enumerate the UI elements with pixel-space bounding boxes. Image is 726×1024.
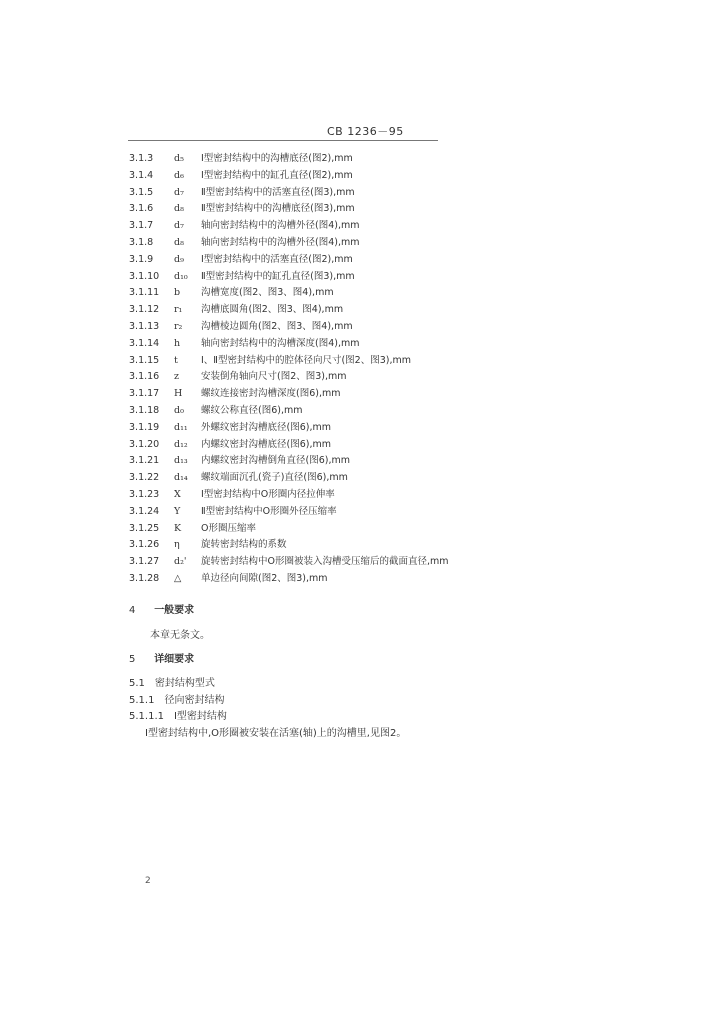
clause-number: 3.1.22 (129, 472, 160, 484)
definition-text: 安装倒角轴向尺寸(图2、图3),mm (201, 371, 347, 383)
symbol: r₁ (174, 304, 183, 316)
definition-text: 内螺纹密封沟槽底径(图6),mm (201, 438, 331, 450)
symbol: h (174, 337, 181, 349)
definition-text: 轴向密封结构中的沟槽外径(图4),mm (201, 220, 360, 232)
section-5-heading (129, 650, 194, 665)
section-4-heading (129, 601, 194, 616)
symbol: d₂' (174, 556, 187, 568)
symbol: X (174, 488, 181, 500)
clause-number: 3.1.13 (129, 320, 160, 332)
symbol: △ (174, 572, 182, 584)
symbol: z (174, 371, 180, 383)
definition-text: Ⅰ型密封结构中的缸孔直径(图2),mm (201, 169, 353, 181)
symbol: d₀ (174, 404, 184, 416)
definition-text: Ⅰ型密封结构中的沟槽底径(图2),mm (201, 153, 353, 164)
definition-text: 单边径向间隙(图2、图3),mm (201, 572, 328, 584)
clause-number: 3.1.28 (129, 572, 160, 584)
symbol: Y (174, 505, 181, 517)
definition-text: 螺纹端面沉孔(瓷子)直径(图6),mm (201, 472, 348, 484)
clause-number: 3.1.23 (129, 488, 160, 500)
definition-text: 沟槽宽度(图2、图3、图4),mm (201, 287, 334, 299)
symbol: d₅ (174, 153, 184, 164)
definition-text: Ⅱ型密封结构中O形圈外径压缩率 (201, 505, 337, 517)
clause-number: 3.1.20 (129, 438, 160, 450)
definition-text: O形圈压缩率 (201, 522, 256, 534)
definition-text: 轴向密封结构中的沟槽外径(图4),mm (201, 236, 360, 248)
symbol: d₆ (174, 169, 184, 181)
section-title: 一般要求 (154, 605, 195, 616)
symbol: η (174, 539, 180, 551)
definition-text: 沟槽底圆角(图2、图3、图4),mm (201, 304, 344, 316)
clause-number: 3.1.11 (129, 287, 160, 299)
symbol: K (174, 522, 182, 534)
header-rule (128, 140, 438, 141)
symbol: d₈ (174, 203, 184, 215)
clause-number: 3.1.9 (129, 253, 154, 265)
section-4-body: 本章无条文。 (150, 630, 210, 641)
clause-number: 3.1.15 (129, 354, 160, 366)
clause-number: 3.1.27 (129, 556, 160, 568)
symbol: d₁₃ (174, 455, 188, 467)
definition-text: 内螺纹密封沟槽倒角直径(图6),mm (201, 455, 350, 467)
symbol: d₇ (174, 186, 184, 198)
subsection-5-1-1-1-body: Ⅰ型密封结构中,O形圈被安装在活塞(轴)上的沟槽里,见图2。 (145, 728, 407, 739)
symbol: d₁₀ (174, 270, 188, 282)
clause-number: 3.1.8 (129, 236, 154, 248)
symbol: d₁₄ (174, 472, 188, 484)
definition-text: 沟槽棱边圆角(图2、图3、图4),mm (201, 320, 353, 332)
symbol: d₇ (174, 220, 184, 232)
clause-number: 3.1.7 (129, 220, 154, 232)
section-title: 详细要求 (154, 654, 195, 665)
symbol: r₂ (174, 320, 183, 332)
clause-number: 3.1.18 (129, 404, 160, 416)
page-number: 2 (145, 876, 151, 886)
clause-number: 3.1.12 (129, 304, 160, 316)
section-number: 5 (129, 654, 136, 665)
symbol: d₁₁ (174, 421, 188, 433)
clause-number: 3.1.10 (129, 270, 160, 282)
definition-text: Ⅱ型密封结构中的活塞直径(图3),mm (201, 186, 355, 198)
clause-number: 3.1.25 (129, 522, 160, 534)
definition-text: Ⅰ、Ⅱ型密封结构中的腔体径向尺寸(图2、图3),mm (201, 354, 412, 366)
definition-text: Ⅱ型密封结构中的沟槽底径(图3),mm (201, 203, 355, 215)
symbol: d₈ (174, 236, 184, 248)
definition-text: 旋转密封结构的系数 (201, 539, 287, 551)
symbol: H (174, 388, 183, 400)
clause-number: 3.1.4 (129, 169, 154, 181)
subsection-5-1-1-1: 5.1.1.1 Ⅰ型密封结构 (129, 711, 227, 722)
clause-number: 3.1.3 (129, 153, 154, 164)
clause-number: 3.1.26 (129, 539, 160, 551)
definition-text: Ⅰ型密封结构中的活塞直径(图2),mm (201, 253, 353, 265)
symbol: d₁₂ (174, 438, 188, 450)
symbol: d₉ (174, 253, 184, 265)
definition-text: 螺纹公称直径(图6),mm (201, 404, 303, 416)
clause-number: 3.1.19 (129, 421, 160, 433)
section-number: 4 (129, 605, 136, 616)
clause-number: 3.1.14 (129, 337, 160, 349)
definition-text: 外螺纹密封沟槽底径(图6),mm (201, 421, 331, 433)
clause-number: 3.1.16 (129, 371, 160, 383)
subsection-5-1-1: 5.1.1 径向密封结构 (129, 695, 225, 706)
clause-number: 3.1.5 (129, 186, 154, 198)
definition-text: 轴向密封结构中的沟槽深度(图4),mm (201, 337, 360, 349)
symbol: t (174, 354, 178, 366)
definition-text: Ⅰ型密封结构中O形圈内径拉伸率 (201, 488, 335, 500)
definition-text: Ⅱ型密封结构中的缸孔直径(图3),mm (201, 270, 355, 282)
standard-number: CB 1236－95 (327, 125, 404, 138)
subsection-5-1: 5.1 密封结构型式 (129, 678, 215, 689)
clause-number: 3.1.17 (129, 388, 160, 400)
definition-text: 旋转密封结构中O形圈被装入沟槽受压缩后的截面直径,mm (201, 556, 449, 568)
clause-number: 3.1.21 (129, 455, 160, 467)
clause-number: 3.1.6 (129, 203, 154, 215)
clause-number: 3.1.24 (129, 505, 160, 517)
definition-text: 螺纹连接密封沟槽深度(图6),mm (201, 388, 341, 400)
symbol: b (174, 287, 181, 299)
